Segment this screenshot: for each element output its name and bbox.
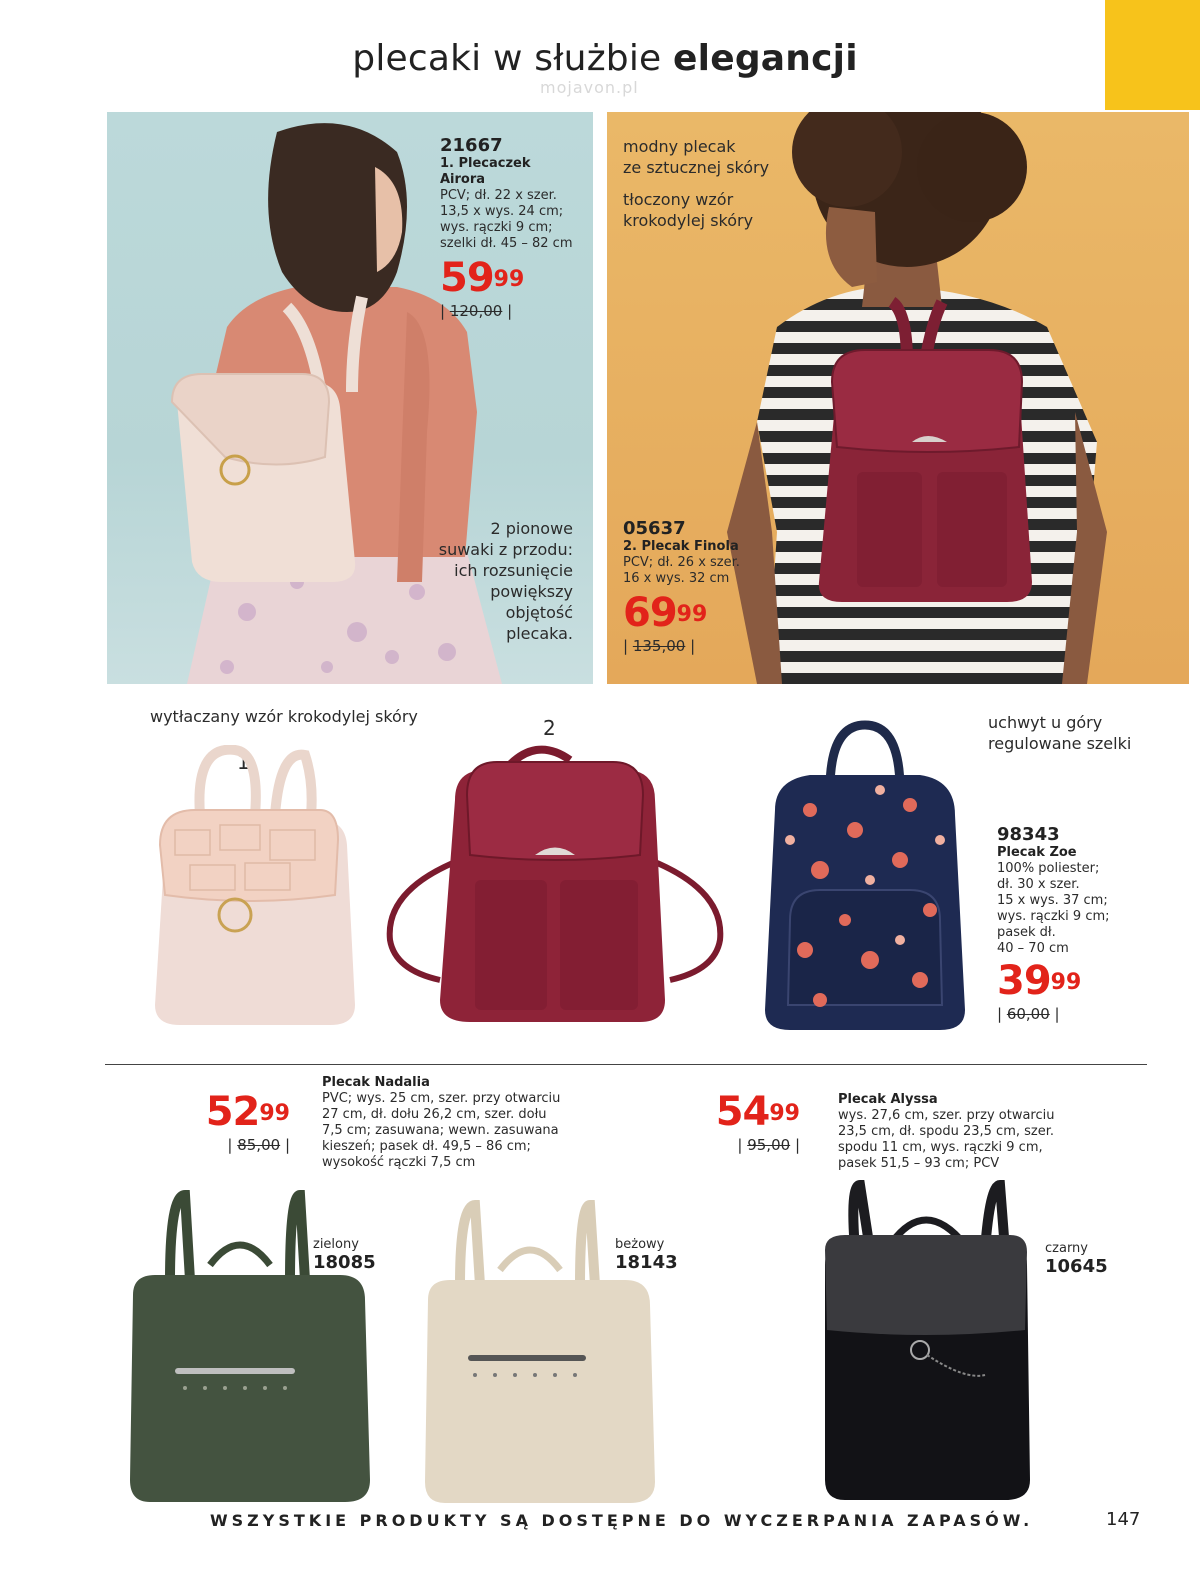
product-code: 05637: [623, 518, 686, 539]
zoe-info: [997, 825, 1110, 1023]
zoe-feature-note: uchwyt u góry regulowane szelki: [988, 713, 1132, 753]
variant-code: 18143: [615, 1252, 678, 1273]
spec-line: wys. 27,6 cm, szer. przy otwarciu: [838, 1108, 1055, 1123]
product-name: Plecak Alyssa: [838, 1092, 938, 1107]
spec-line: pasek dł.: [997, 925, 1056, 940]
spec-line: PCV; dł. 22 x szer.: [440, 188, 557, 203]
product-name: Plecak Zoe: [997, 845, 1077, 860]
old-price: | 85,00 |: [227, 1136, 290, 1154]
finola-tagline: modny plecak ze sztucznej skóry tłoczony wzór krokodylej skóry: [623, 137, 770, 230]
product-name: 1. Plecaczek: [440, 156, 531, 171]
alyssa-info: [838, 1092, 1054, 1172]
price: $39^{99}$: [997, 958, 1082, 1004]
spec-line: szelki dł. 45 – 82 cm: [440, 236, 573, 251]
spec-line: 23,5 cm, dł. spodu 23,5 cm, szer.: [838, 1124, 1054, 1139]
price: $59^{99}$: [440, 255, 525, 301]
product-name: Airora: [440, 172, 486, 187]
variant-black: [1045, 1241, 1108, 1277]
backpack-zoe-image: [760, 720, 970, 1035]
watermark: mojavon.pl: [540, 78, 639, 97]
spec-line: 100% poliester;: [997, 861, 1100, 876]
price: $52^{99}$: [205, 1089, 290, 1135]
spec-line: wys. rączki 9 cm;: [440, 220, 553, 235]
product-name: Plecak Nadalia: [322, 1075, 430, 1090]
nadalia-price-block: [195, 1089, 290, 1154]
airora-feature-note: 2 pionowe suwaki z przodu: ich rozsunięcie powiększy objętość plecaka.: [438, 519, 573, 643]
spec-line: 15 x wys. 37 cm;: [997, 893, 1108, 908]
product-name: 2. Plecak Finola: [623, 539, 739, 554]
spec-line: spodu 11 cm, wys. rączki 9 cm,: [838, 1140, 1043, 1155]
backpack-alyssa-black-image: [815, 1180, 1040, 1505]
spec-line: 40 – 70 cm: [997, 941, 1069, 956]
old-price: | 95,00 |: [737, 1136, 800, 1154]
spec-line: PVC; wys. 25 cm, szer. przy otwarciu: [322, 1091, 561, 1106]
footer-notice: WSZYSTKIE PRODUKTY SĄ DOSTĘPNE DO WYCZERPANIA ZAPASÓW.: [210, 1511, 1034, 1530]
croc-pattern-note: wytłaczany wzór krokodylej skóry: [150, 707, 418, 726]
old-price: | 120,00 |: [440, 302, 513, 320]
spec-line: 7,5 cm; zasuwana; wewn. zasuwana: [322, 1123, 559, 1138]
finola-info: [623, 519, 740, 655]
page-title: plecaki w służbie elegancji: [352, 38, 858, 79]
variant-green: [313, 1237, 376, 1273]
old-price: | 135,00 |: [623, 637, 696, 655]
variant-color: zielony: [313, 1237, 359, 1252]
airora-info: [440, 136, 572, 320]
page-number: 147: [1106, 1509, 1141, 1530]
variant-color: czarny: [1045, 1241, 1088, 1256]
old-price: | 60,00 |: [997, 1005, 1060, 1023]
spec-line: wys. rączki 9 cm;: [997, 909, 1110, 924]
product-code: 21667: [440, 135, 503, 156]
variant-code: 10645: [1045, 1256, 1108, 1277]
variant-code: 18085: [313, 1252, 376, 1273]
spec-line: 16 x wys. 32 cm: [623, 571, 730, 586]
product-number-label: 1: [237, 750, 250, 774]
spec-line: dł. 30 x szer.: [997, 877, 1080, 892]
spec-line: kieszeń; pasek dł. 49,5 – 86 cm;: [322, 1139, 531, 1154]
spec-line: 13,5 x wys. 24 cm;: [440, 204, 564, 219]
spec-line: 27 cm, dł. dołu 26,2 cm, szer. dołu: [322, 1107, 547, 1122]
section-divider: [105, 1064, 1147, 1065]
backpack-airora-image: [140, 745, 365, 1030]
price: $69^{99}$: [623, 590, 708, 636]
variant-color: beżowy: [615, 1237, 665, 1252]
nadalia-info: [322, 1075, 560, 1171]
product-number-label: 2: [543, 716, 556, 740]
variant-beige: [615, 1237, 678, 1273]
alyssa-price-block: [705, 1089, 800, 1154]
product-code: 98343: [997, 824, 1060, 845]
price: $54^{99}$: [715, 1089, 800, 1135]
spec-line: wysokość rączki 7,5 cm: [322, 1155, 476, 1170]
spec-line: pasek 51,5 – 93 cm; PCV: [838, 1156, 1000, 1171]
backpack-finola-image: [385, 740, 730, 1025]
spec-line: PCV; dł. 26 x szer.: [623, 555, 740, 570]
